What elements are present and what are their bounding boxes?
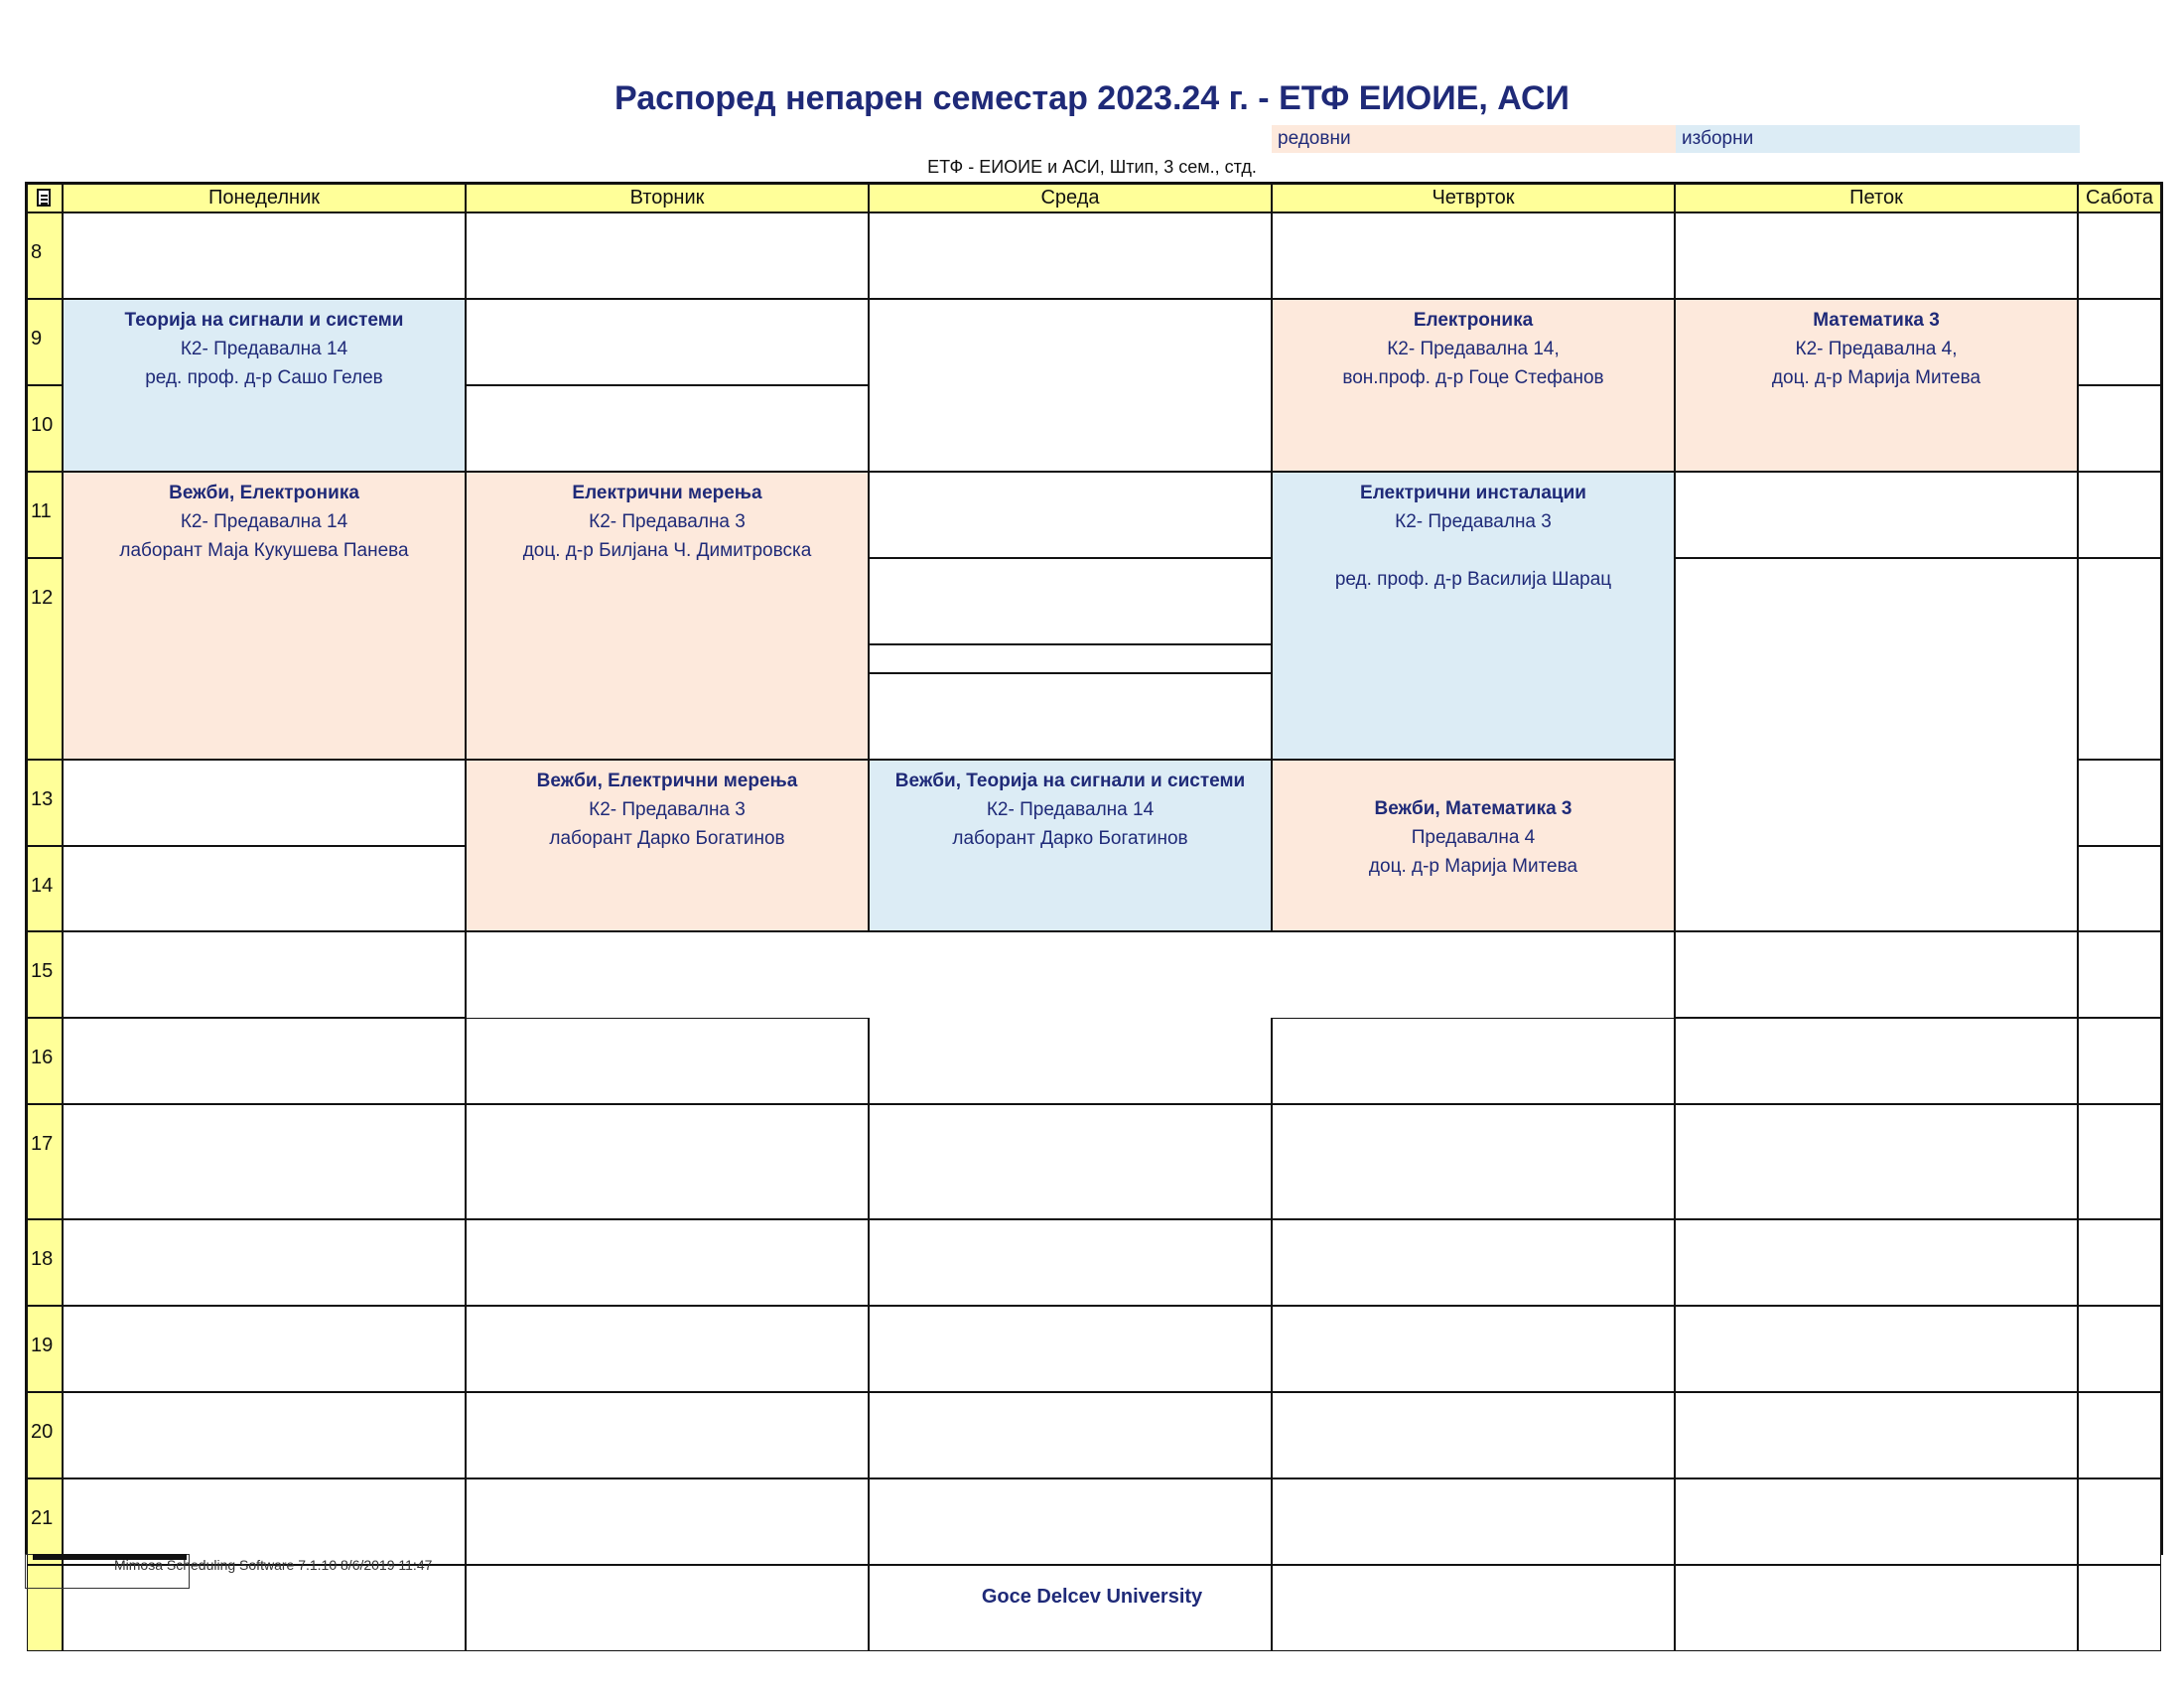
empty-slot xyxy=(2078,1018,2161,1104)
empty-slot xyxy=(1272,1392,1675,1478)
hour-label: 18 xyxy=(27,1219,63,1306)
event-title: Електрични мерења xyxy=(572,483,762,503)
event-teacher: доц. д-р Марија Митева xyxy=(1771,367,1981,388)
day-header-monday: Понеделник xyxy=(63,184,466,212)
empty-slot xyxy=(1675,1018,2078,1104)
hour-label: 15 xyxy=(27,931,63,1018)
empty-slot xyxy=(466,1219,869,1306)
event-room: Предавална 4 xyxy=(1411,827,1536,848)
hour-label: 12 xyxy=(27,558,63,760)
event-block[interactable] xyxy=(1272,299,1675,472)
day-header-wednesday: Среда xyxy=(869,184,1272,212)
event-room: К2- Предавална 4, xyxy=(1795,339,1958,359)
empty-slot xyxy=(466,212,869,299)
hour-label: 17 xyxy=(27,1104,63,1219)
hour-label: 8 xyxy=(27,212,63,299)
calendar-icon xyxy=(37,189,51,207)
hour-label: 10 xyxy=(27,385,63,472)
event-title: Теорија на сигнали и системи xyxy=(124,310,404,331)
university-name: Goce Delcev University xyxy=(981,1586,1203,1608)
day-header-friday: Петок xyxy=(1675,184,2078,212)
empty-slot xyxy=(1675,1219,2078,1306)
empty-slot xyxy=(869,299,1272,472)
empty-slot xyxy=(63,1219,466,1306)
event-room: К2- Предавална 3 xyxy=(589,799,746,820)
empty-slot xyxy=(1272,1219,1675,1306)
empty-slot xyxy=(869,1219,1272,1306)
event-block[interactable] xyxy=(63,299,466,472)
empty-slot xyxy=(2078,299,2161,385)
corner-cell xyxy=(27,184,63,212)
empty-slot xyxy=(466,1392,869,1478)
hour-label: 20 xyxy=(27,1392,63,1478)
empty-slot xyxy=(466,1018,869,1104)
empty-slot xyxy=(63,931,466,1018)
event-block[interactable] xyxy=(869,760,1272,931)
hour-label: 11 xyxy=(27,472,63,558)
event-title: Математика 3 xyxy=(1813,310,1940,331)
event-teacher: ред. проф. д-р Василија Шарац xyxy=(1334,569,1612,590)
empty-slot xyxy=(869,673,1272,760)
event-teacher: доц. д-р Марија Митева xyxy=(1368,856,1578,877)
event-block[interactable] xyxy=(1272,472,1675,760)
event-teacher: доц. д-р Билјана Ч. Димитровска xyxy=(522,540,812,561)
empty-slot xyxy=(466,931,1675,1018)
empty-slot xyxy=(2078,212,2161,299)
empty-slot xyxy=(2078,846,2161,931)
event-teacher: лаборант Маја Кукушева Панева xyxy=(119,540,409,561)
empty-slot xyxy=(869,212,1272,299)
empty-slot xyxy=(2078,1219,2161,1306)
event-teacher: лаборант Дарко Богатинов xyxy=(952,828,1188,849)
empty-slot xyxy=(869,644,1272,673)
empty-slot xyxy=(1675,1104,2078,1219)
empty-slot xyxy=(466,385,869,472)
event-block[interactable] xyxy=(1675,299,2078,472)
event-room: К2- Предавална 14 xyxy=(180,511,348,532)
event-title: Вежби, Математика 3 xyxy=(1374,798,1572,819)
event-room: К2- Предавална 3 xyxy=(589,511,746,532)
empty-slot xyxy=(869,1392,1272,1478)
event-room: К2- Предавална 14, xyxy=(1387,339,1560,359)
empty-slot xyxy=(63,1018,466,1104)
empty-slot xyxy=(466,1306,869,1392)
empty-slot xyxy=(2078,558,2161,760)
empty-slot xyxy=(869,1018,1272,1104)
event-title: Вежби, Електрични мерења xyxy=(536,771,798,791)
empty-slot xyxy=(1272,212,1675,299)
event-teacher: лаборант Дарко Богатинов xyxy=(549,828,785,849)
event-room: К2- Предавална 14 xyxy=(986,799,1155,820)
empty-slot xyxy=(2078,931,2161,1018)
event-title: Вежби, Теорија на сигнали и системи xyxy=(894,771,1246,791)
event-block[interactable] xyxy=(63,472,466,760)
event-room: К2- Предавална 3 xyxy=(1395,511,1552,532)
empty-slot xyxy=(1272,1018,1675,1104)
empty-slot xyxy=(2078,472,2161,558)
empty-slot xyxy=(63,760,466,846)
empty-slot xyxy=(1675,1392,2078,1478)
event-block[interactable] xyxy=(1272,760,1675,931)
hour-label: 14 xyxy=(27,846,63,931)
empty-slot xyxy=(1272,1104,1675,1219)
page-title: Распоред непарен семестар 2023.24 г. - ЕТФ ЕИОИЕ, АСИ xyxy=(614,79,1570,117)
software-credit: Mimosa Scheduling Software 7.1.10 8/6/2019 11:47 xyxy=(114,1557,433,1573)
day-header-thursday: Четврток xyxy=(1272,184,1675,212)
empty-slot xyxy=(63,212,466,299)
day-header-tuesday: Вторник xyxy=(466,184,869,212)
empty-slot xyxy=(869,1306,1272,1392)
empty-slot xyxy=(2078,1392,2161,1478)
empty-slot xyxy=(2078,1306,2161,1392)
legend-elective: изборни xyxy=(1676,125,2080,153)
empty-slot xyxy=(63,1478,466,1565)
empty-slot xyxy=(63,1306,466,1392)
empty-slot xyxy=(1675,1478,2078,1565)
day-header-saturday: Сабота xyxy=(2078,184,2161,212)
empty-slot xyxy=(1272,1478,1675,1565)
empty-slot xyxy=(1675,1306,2078,1392)
empty-slot xyxy=(869,1478,1272,1565)
empty-slot xyxy=(2078,1104,2161,1219)
empty-slot xyxy=(2078,1478,2161,1565)
empty-slot xyxy=(63,1104,466,1219)
empty-slot xyxy=(869,472,1272,558)
event-teacher: ред. проф. д-р Сашо Гелев xyxy=(145,367,383,388)
event-title: Електрични инсталации xyxy=(1360,483,1586,503)
empty-slot xyxy=(869,558,1272,644)
hour-label: 19 xyxy=(27,1306,63,1392)
empty-slot xyxy=(1272,1306,1675,1392)
schedule-subtitle: ЕТФ - ЕИОИЕ и АСИ, Штип, 3 сем., стд. xyxy=(927,157,1257,177)
empty-slot xyxy=(1675,212,2078,299)
hour-label: 9 xyxy=(27,299,63,385)
empty-slot xyxy=(1675,472,2078,558)
event-block[interactable] xyxy=(466,760,869,931)
empty-slot xyxy=(63,846,466,931)
empty-slot xyxy=(869,1104,1272,1219)
event-title: Електроника xyxy=(1413,310,1534,331)
hour-label: 16 xyxy=(27,1018,63,1104)
empty-slot xyxy=(2078,760,2161,846)
event-room: К2- Предавална 14 xyxy=(180,339,348,359)
empty-slot xyxy=(466,1478,869,1565)
hour-label: 13 xyxy=(27,760,63,846)
empty-slot xyxy=(1675,931,2078,1018)
event-title: Вежби, Електроника xyxy=(169,483,359,503)
empty-slot xyxy=(466,299,869,385)
hour-label: 21 xyxy=(27,1478,63,1565)
event-block[interactable] xyxy=(466,472,869,760)
empty-slot xyxy=(63,1392,466,1478)
empty-slot xyxy=(466,1104,869,1219)
empty-slot xyxy=(2078,385,2161,472)
event-teacher: вон.проф. д-р Гоце Стефанов xyxy=(1342,367,1604,388)
legend-regular: редовни xyxy=(1272,125,1676,153)
timetable-grid xyxy=(25,182,2163,1555)
empty-slot xyxy=(1675,558,2078,931)
